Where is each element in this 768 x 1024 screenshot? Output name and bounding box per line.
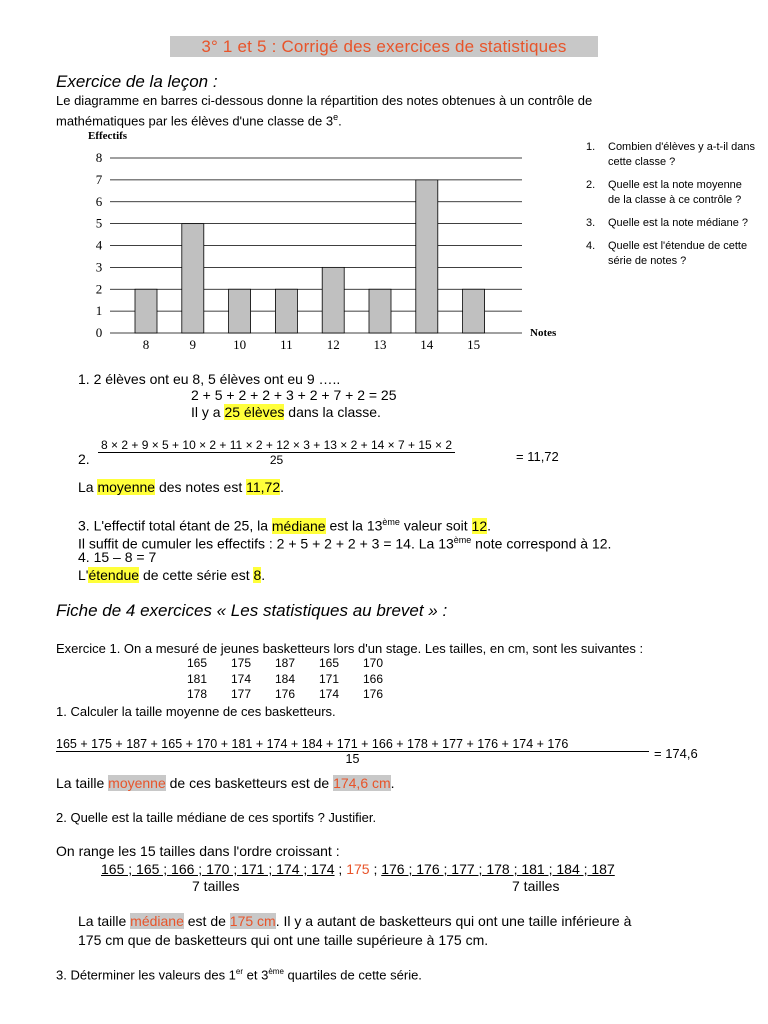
heights-mean-numerator: 165 + 175 + 187 + 165 + 170 + 181 + 174 + 184 + 171 + 166 + 178 + 177 + 176 + 174 + 176	[56, 737, 569, 751]
x-axis-label: Notes	[530, 327, 557, 339]
question-item	[586, 178, 756, 208]
y-tick-label: 8	[95, 150, 103, 165]
table-cell: 176	[363, 687, 384, 701]
answer-4-pre: L'	[78, 567, 89, 583]
heights-mean-fraction	[56, 737, 649, 766]
y-tick-label: 4	[95, 237, 103, 253]
question-number: 1.	[586, 141, 596, 153]
heights-table	[187, 656, 407, 703]
q3-mid: et 3	[243, 967, 269, 983]
question-text: Quelle est la note moyenne de la classe à ce contrôle ?	[608, 179, 742, 206]
y-tick-label: 7	[95, 171, 103, 187]
table-cell: 181	[187, 671, 208, 686]
answer-1-line-2: 2 + 5 + 2 + 2 + 3 + 2 + 7 + 2 = 25	[191, 387, 397, 403]
table-cell: 174	[319, 687, 340, 701]
question-text: Combien d'élèves y a-t-il dans cette classe ?	[608, 141, 756, 168]
grades-bar-chart	[78, 124, 570, 360]
table-row	[187, 672, 407, 688]
separator: ;	[369, 861, 382, 877]
x-tick-label: 13	[373, 337, 387, 352]
highlight-median-height: 175 cm	[229, 913, 276, 929]
sorted-intro: On range les 15 tailles dans l'ordre croissant :	[56, 843, 340, 859]
highlight-median-value: 12	[471, 517, 488, 534]
bar-12	[322, 267, 344, 333]
table-cell: 165	[187, 656, 208, 670]
y-tick-label: 3	[95, 259, 103, 275]
bar-8	[135, 289, 157, 333]
question-text: Quelle est la note médiane ?	[608, 217, 749, 229]
x-tick-label: 14	[420, 337, 434, 352]
answer-3-post: .	[487, 517, 491, 534]
heights-mean-post: .	[390, 775, 395, 791]
answer-4-line-1: 4. 15 – 8 = 7	[78, 549, 157, 565]
bar-9	[182, 224, 204, 333]
y-tick-label: 5	[95, 215, 103, 231]
chart-bars	[135, 180, 485, 333]
q3-sup-2: ème	[268, 967, 284, 976]
y-tick-label: 2	[95, 281, 103, 297]
table-cell: 177	[231, 687, 252, 701]
exercise-1-question-2: 2. Quelle est la taille médiane de ces sportifs ? Justifier.	[56, 810, 377, 825]
answer-1-pre: Il y a	[191, 404, 225, 420]
heights-mean-result: = 174,6	[654, 746, 698, 761]
bar-13	[369, 289, 391, 333]
q3-post: quartiles de cette série.	[283, 967, 422, 983]
answer-3b-sup: ème	[453, 535, 472, 545]
answer-3b-post: note correspond à 12.	[471, 535, 612, 552]
x-tick-label: 15	[467, 337, 481, 352]
lecon-intro-end: .	[338, 113, 342, 129]
answer-4-mid: de cette série est	[139, 567, 254, 583]
highlight-mean-height: 174,6 cm	[333, 775, 391, 791]
y-tick-labels	[96, 150, 103, 340]
heights-mean-answer	[56, 774, 395, 792]
median-answer-mid: est de	[183, 913, 230, 929]
exercise-1-question-1: 1. Calculer la taille moyenne de ces basketteurs.	[56, 704, 336, 719]
highlight-moyenne: moyenne	[97, 479, 156, 495]
y-tick-label: 6	[95, 193, 103, 209]
answer-3-sup: ème	[382, 517, 400, 527]
page-title: 3° 1 et 5 : Corrigé des exercices de statistiques	[170, 36, 598, 57]
answer-2-post: .	[280, 479, 285, 495]
mean-result: = 11,72	[516, 449, 559, 464]
sorted-upper-half: 176 ; 176 ; 177 ; 178 ; 181 ; 184 ; 187	[381, 861, 615, 877]
separator: ;	[334, 861, 347, 877]
answer-3-line-2	[78, 531, 611, 553]
heights-mean-pre: La taille	[56, 775, 109, 791]
answer-2-line	[78, 478, 284, 496]
q3-sup-1: er	[235, 967, 244, 976]
chart-grid	[110, 158, 522, 333]
y-axis-label: Effectifs	[88, 130, 128, 142]
sorted-heights-line	[101, 860, 615, 878]
exercise-1-question-3	[56, 963, 422, 983]
question-item	[586, 216, 756, 231]
answer-2-pre: La	[78, 479, 98, 495]
upper-half-label: 7 tailles	[512, 878, 560, 894]
highlight-range-value: 8	[253, 567, 262, 583]
table-cell: 170	[363, 656, 384, 670]
highlight-mean-value: 11,72	[246, 479, 281, 495]
lower-half-label: 7 tailles	[192, 878, 240, 894]
table-cell: 187	[275, 656, 296, 670]
table-row	[187, 656, 407, 672]
answer-1-line-1: 1. 2 élèves ont eu 8, 5 élèves ont eu 9 …..	[78, 371, 341, 387]
highlight-etendue: étendue	[88, 567, 140, 583]
exercise-1-intro: Exercice 1. On a mesuré de jeunes basketteurs lors d'un stage. Les tailles, en cm, sont les suivantes :	[56, 641, 644, 656]
question-number: 4.	[586, 240, 596, 252]
bar-15	[463, 289, 485, 333]
highlight-mediane: médiane	[271, 517, 326, 534]
mean-fraction	[98, 438, 455, 467]
table-cell: 171	[319, 671, 340, 686]
question-number: 3.	[586, 217, 596, 229]
answer-3-mid: est la 13	[325, 517, 383, 534]
table-cell: 176	[275, 687, 296, 701]
x-tick-label: 10	[233, 337, 247, 352]
bar-11	[275, 289, 297, 333]
x-tick-label: 8	[142, 337, 150, 352]
table-cell: 184	[275, 671, 296, 686]
answer-3-pre: 3. L'effectif total étant de 25, la	[78, 517, 272, 534]
sorted-lower-half: 165 ; 165 ; 166 ; 170 ; 171 ; 174 ; 174	[101, 861, 335, 877]
mean-numerator: 8 × 2 + 9 × 5 + 10 × 2 + 11 × 2 + 12 × 3 + 13 × 2 + 14 × 7 + 15 × 2	[101, 438, 453, 452]
answer-3-mid2: valeur soit	[399, 517, 472, 534]
median-answer-pre: La taille	[78, 913, 131, 929]
question-number: 2.	[586, 179, 596, 191]
table-cell: 165	[319, 656, 340, 670]
median-answer-line-2: 175 cm que de basketteurs qui ont une taille supérieure à 175 cm.	[78, 932, 489, 948]
x-tick-label: 9	[189, 337, 197, 352]
questions-list	[586, 140, 756, 269]
answer-4-post: .	[261, 567, 266, 583]
lecon-intro-text: mathématiques par les élèves d'une classe de 3	[56, 113, 334, 129]
table-cell: 174	[231, 671, 252, 686]
question-item	[586, 140, 756, 170]
x-tick-label: 11	[280, 337, 293, 352]
highlight-moyenne: moyenne	[108, 775, 166, 791]
table-cell: 175	[231, 656, 252, 670]
lecon-heading: Exercice de la leçon :	[56, 72, 218, 91]
table-cell: 166	[363, 671, 384, 686]
mean-denominator: 25	[269, 453, 284, 467]
bar-14	[416, 180, 438, 333]
y-tick-label: 1	[95, 303, 103, 319]
answer-1-line-3	[191, 403, 381, 421]
answer-3b-pre: Il suffit de cumuler les effectifs : 2 + 5 + 2 + 2 + 3 = 14. La 13	[78, 535, 454, 552]
highlight-total: 25 élèves	[224, 404, 285, 420]
answer-2-number: 2.	[78, 451, 90, 467]
table-row	[187, 687, 407, 703]
answer-4-line-2	[78, 566, 265, 584]
x-tick-label: 12	[326, 337, 340, 352]
table-cell: 178	[187, 687, 208, 701]
median-answer-line-1	[78, 912, 631, 930]
question-item	[586, 239, 756, 269]
lecon-intro-line-1: Le diagramme en barres ci-dessous donne la répartition des notes obtenues à un contrôle de	[56, 93, 593, 108]
answer-1-post: dans la classe.	[284, 404, 381, 420]
highlight-mediane: médiane	[130, 913, 184, 929]
question-text: Quelle est l'étendue de cette série de notes ?	[608, 240, 748, 267]
median-answer-post: . Il y a autant de basketteurs qui ont une taille inférieure à	[275, 913, 632, 929]
x-tick-labels	[143, 337, 480, 352]
answer-2-mid: des notes est	[155, 479, 247, 495]
q3-pre: 3. Déterminer les valeurs des 1	[56, 967, 236, 983]
fiche-heading: Fiche de 4 exercices « Les statistiques au brevet » :	[56, 601, 448, 620]
y-tick-label: 0	[95, 325, 103, 340]
heights-mean-denominator: 15	[345, 752, 360, 766]
sorted-median-value: 175	[346, 861, 370, 877]
lecon-intro-sup: e	[333, 112, 339, 122]
bar-10	[229, 289, 251, 333]
heights-mean-mid: de ces basketteurs est de	[165, 775, 334, 791]
